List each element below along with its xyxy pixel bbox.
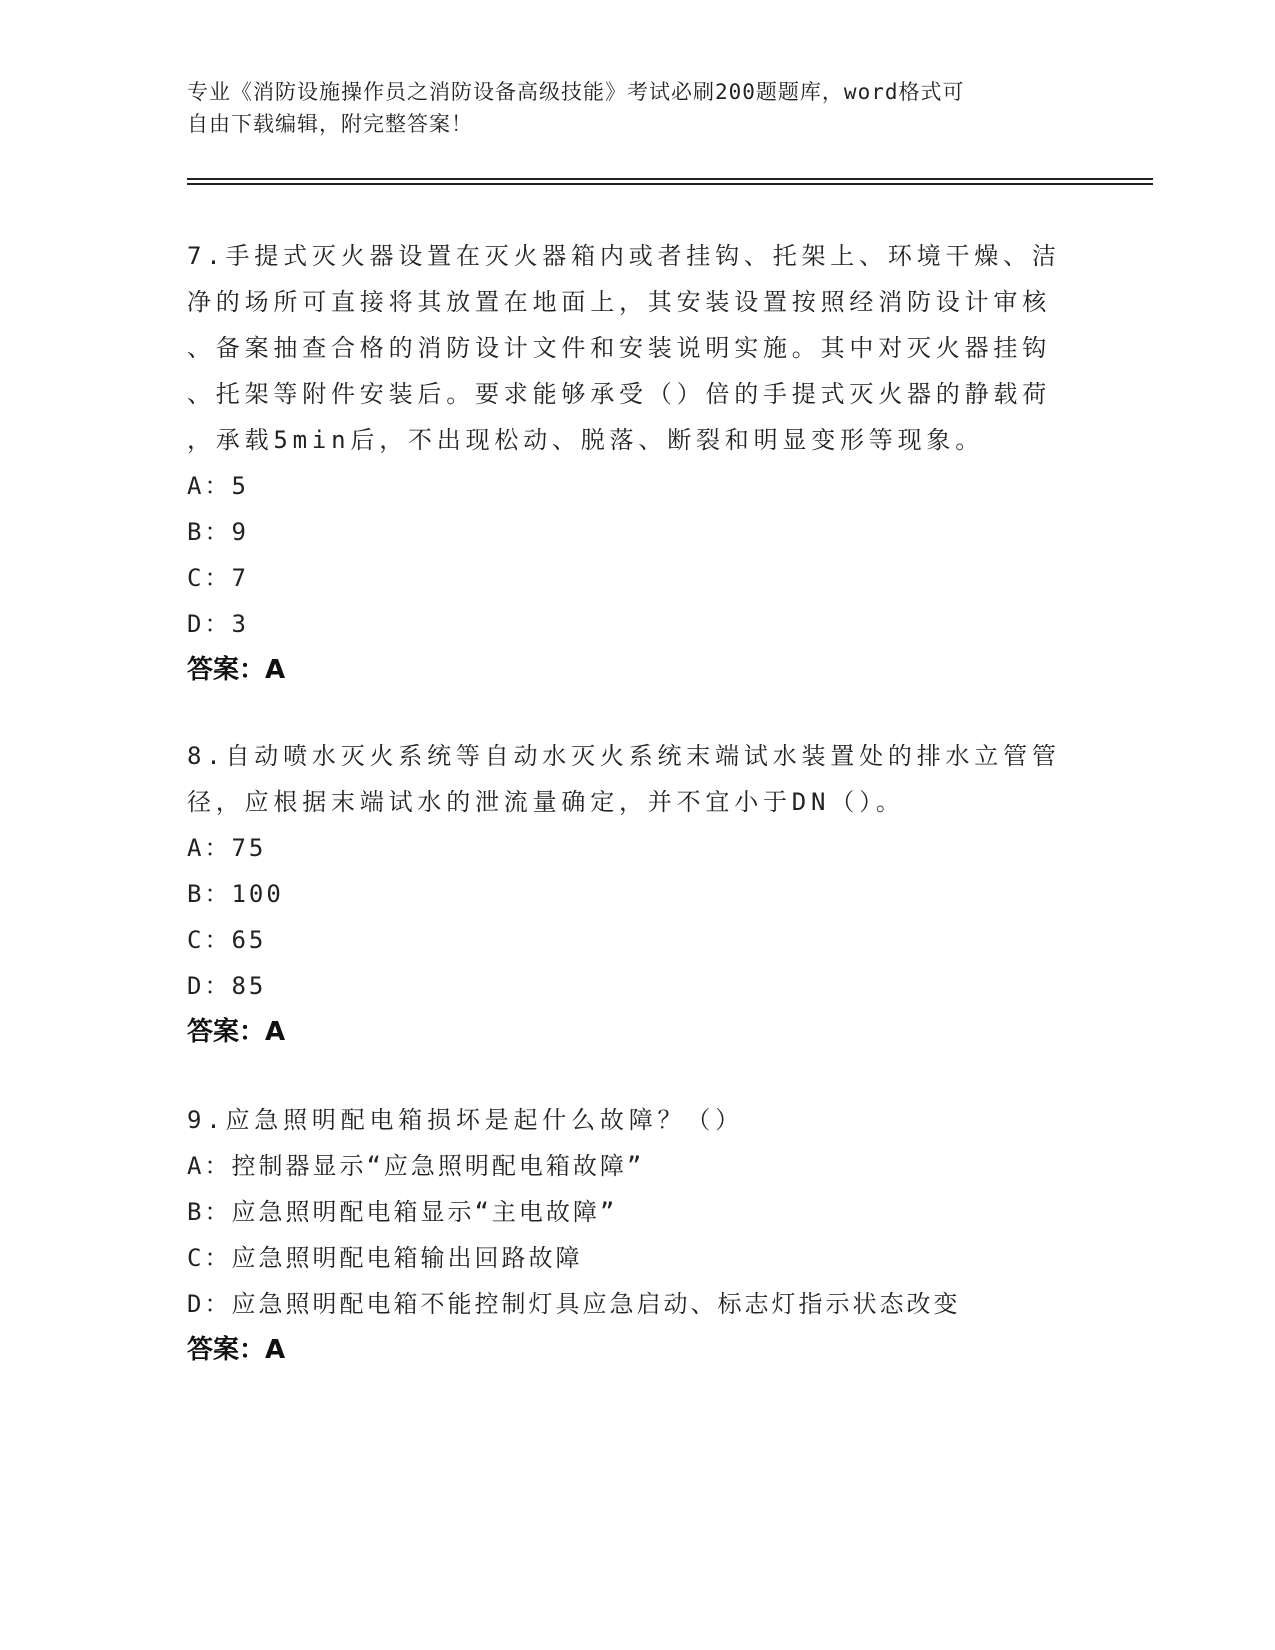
option-c: C：65 [187,926,267,954]
question-stem [187,733,1067,825]
question-9 [187,1097,1067,1373]
document-header [187,76,1067,140]
option-a: A：75 [187,834,267,862]
option-d: D：应急照明配电箱不能控制灯具应急启动、标志灯指示状态改变 [187,1290,961,1318]
option-a: A：控制器显示“应急照明配电箱故障” [187,1152,645,1180]
answer-label: 答案：A [187,1335,286,1365]
option-c: C：7 [187,564,249,592]
option-b: B：100 [187,880,284,908]
stem-line: 8.自动喷水灭火系统等自动水灭火系统末端试水装置处的排水立管管 [187,742,1061,770]
stem-line: 、备案抽查合格的消防设计文件和安装说明实施。其中对灭火器挂钩 [187,334,1051,362]
stem-line: 、托架等附件安装后。要求能够承受（）倍的手提式灭火器的静载荷 [187,380,1051,408]
question-stem [187,1097,1067,1143]
stem-line: 径，应根据末端试水的泄流量确定，并不宜小于DN（）。 [187,788,905,816]
option-b: B：应急照明配电箱显示“主电故障” [187,1198,618,1226]
answer-label: 答案：A [187,655,286,685]
option-c: C：应急照明配电箱输出回路故障 [187,1244,583,1272]
stem-line: 7.手提式灭火器设置在灭火器箱内或者挂钩、托架上、环境干燥、洁 [187,242,1061,270]
question-stem [187,233,1067,463]
answer-label: 答案：A [187,1017,286,1047]
stem-line: 9.应急照明配电箱损坏是起什么故障？（） [187,1106,744,1134]
option-b: B：9 [187,518,249,546]
option-d: D：85 [187,972,267,1000]
option-d: D：3 [187,610,249,638]
header-line-1: 专业《消防设施操作员之消防设备高级技能》考试必刷200题题库，word格式可 [187,80,965,104]
header-line-2: 自由下载编辑，附完整答案！ [187,112,473,136]
question-8 [187,733,1067,1055]
header-divider-top [187,178,1153,180]
option-a: A：5 [187,472,249,500]
stem-line: 净的场所可直接将其放置在地面上，其安装设置按照经消防设计审核 [187,288,1051,316]
header-divider-bottom [187,183,1153,185]
question-7 [187,233,1067,693]
stem-line: ，承载5min后，不出现松动、脱落、断裂和明显变形等现象。 [187,426,984,454]
